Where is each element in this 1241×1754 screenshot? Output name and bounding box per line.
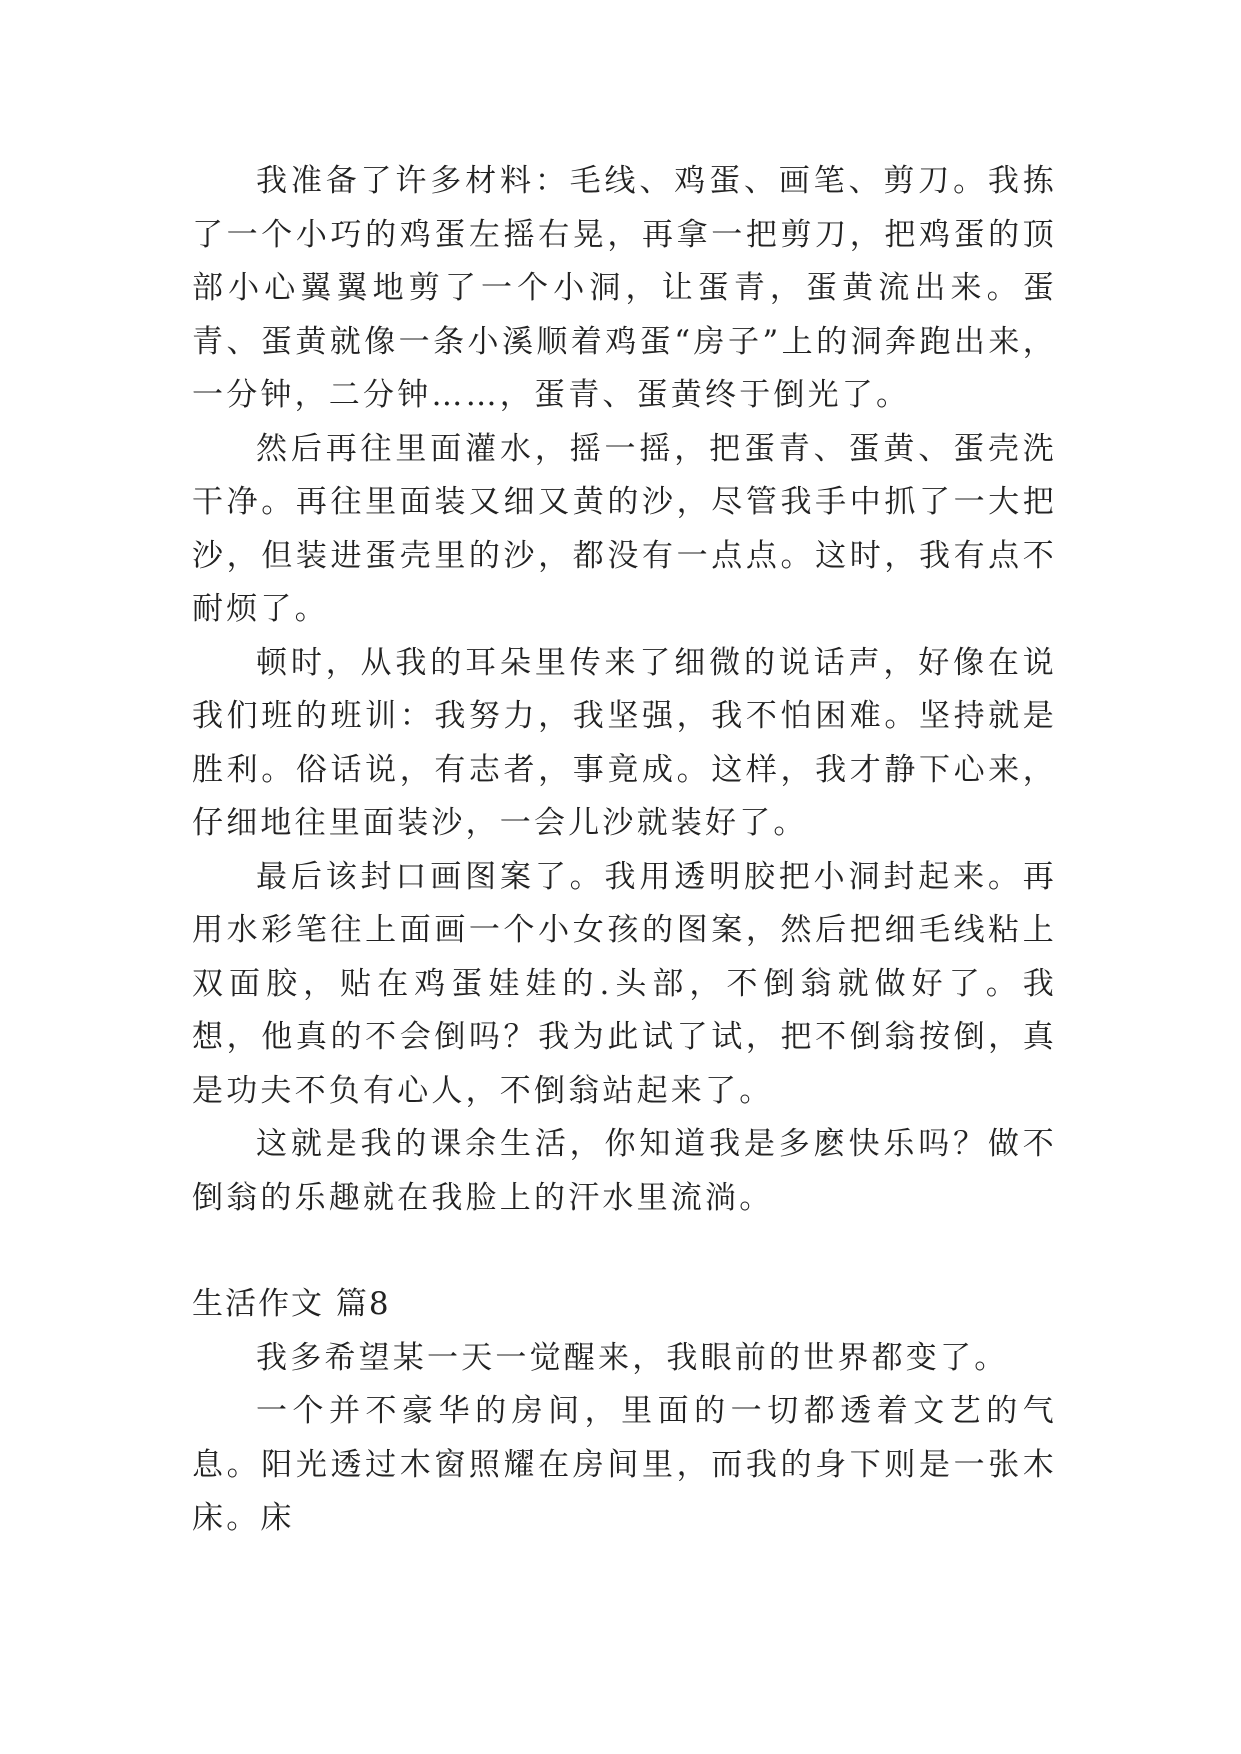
section-heading: 生活作文 篇8 — [192, 1286, 391, 1322]
article-body — [192, 155, 1057, 1546]
paragraph-wish: 我多希望某一天一觉醒来，我眼前的世界都变了。 — [256, 1339, 1009, 1376]
paragraph-room: 一个并不豪华的房间，里面的一切都透着文艺的气息。阳光透过木窗照耀在房间里，而我的身下则是一张木床。床 — [192, 1393, 1057, 1536]
paragraph-materials: 我准备了许多材料：毛线、鸡蛋、画笔、剪刀。我拣了一个小巧的鸡蛋左摇右晃，再拿一把剪刀，把鸡蛋的顶部小心翼翼地剪了一个小洞，让蛋青，蛋黄流出来。蛋青、蛋黄就像一条小溪顺着鸡蛋“房子”上的洞奔跑出来，一分钟，二分钟……，蛋青、蛋黄终于倒光了。 — [192, 163, 1057, 413]
paragraph-sealing: 最后该封口画图案了。我用透明胶把小洞封起来。再用水彩笔往上面画一个小女孩的图案，然后把细毛线粘上双面胶，贴在鸡蛋娃娃的.头部，不倒翁就做好了。我想，他真的不会倒吗？我为此试了试，把不倒翁按倒，真是功夫不负有心人，不倒翁站起来了。 — [192, 858, 1057, 1109]
paragraph-conclusion: 这就是我的课余生活，你知道我是多麽快乐吗？做不倒翁的乐趣就在我脸上的汗水里流淌。 — [192, 1126, 1057, 1216]
paragraph-motto: 顿时，从我的耳朵里传来了细微的说话声，好像在说我们班的班训：我努力，我坚强，我不怕困难。坚持就是胜利。俗话说，有志者，事竟成。这样，我才静下心来，仔细地往里面装沙，一会儿沙就装好了。 — [192, 644, 1057, 841]
paragraph-washing: 然后再往里面灌水，摇一摇，把蛋青、蛋黄、蛋壳洗干净。再往里面装又细又黄的沙，尽管我手中抓了一大把沙，但装进蛋壳里的沙，都没有一点点。这时，我有点不耐烦了。 — [192, 430, 1057, 627]
